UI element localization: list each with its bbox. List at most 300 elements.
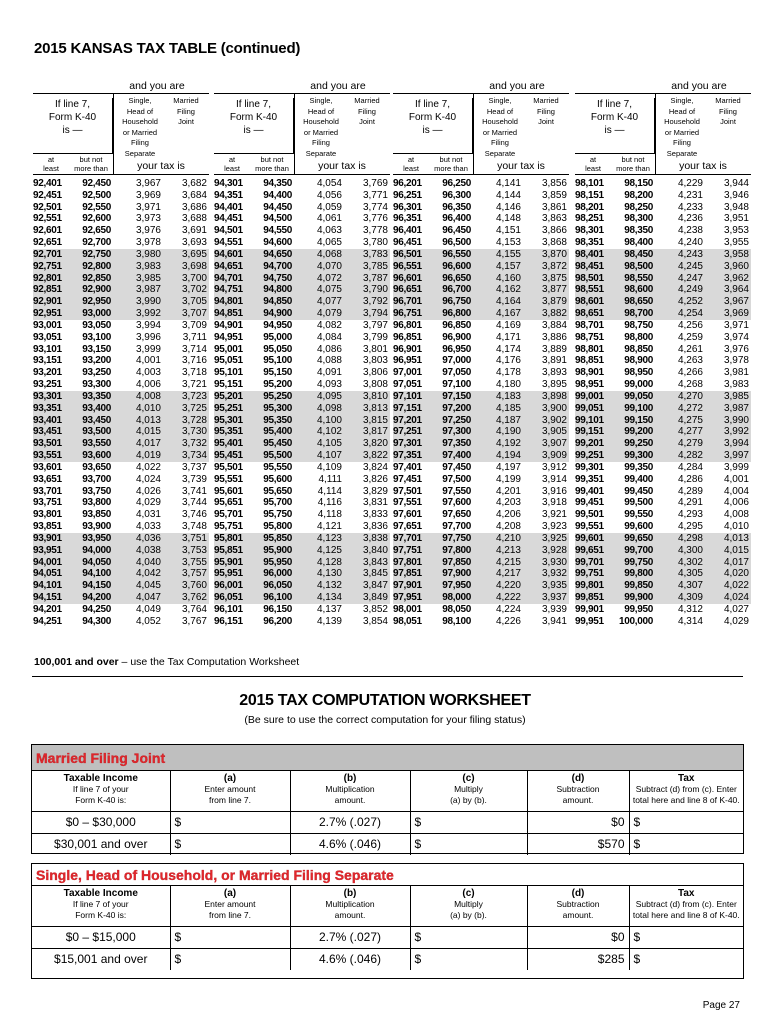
table-row [214,616,390,628]
at-least-value: 99,051 [575,402,604,414]
joint-tax-value: 3,854 [362,615,388,627]
col-head-sub: Enter amount [204,899,256,909]
single-tax-value: 4,070 [316,260,342,272]
but-not-more-value: 92,950 [82,296,111,308]
table-row [575,521,751,533]
joint-tax-value: 3,916 [541,485,567,497]
table-row [575,178,751,190]
at-least-value: 98,851 [575,355,604,367]
but-not-more-value: 99,650 [624,532,653,544]
joint-tax-value: 4,008 [723,509,749,521]
worksheet-cell[interactable]: $ [629,833,743,855]
table-row [575,190,751,202]
col-head-sub: If line 7 of your [72,899,129,909]
joint-tax-value: 3,877 [541,284,567,296]
worksheet-header-row [32,771,743,811]
table-row [33,332,209,344]
joint-tax-value: 3,771 [362,189,388,201]
joint-tax-value: 3,790 [362,284,388,296]
single-tax-value: 4,282 [677,450,703,462]
table-row [393,568,569,580]
table-row [393,308,569,320]
at-least-value: 96,051 [214,591,243,603]
table-row [575,296,751,308]
at-least-label: at least [403,155,419,173]
joint-tax-value: 3,764 [181,603,207,615]
but-not-more-value: 95,150 [263,367,292,379]
single-tax-value: 4,174 [495,343,521,355]
at-least-value: 98,251 [575,213,604,225]
joint-tax-value: 3,951 [723,213,749,225]
joint-tax-value: 3,849 [362,591,388,603]
single-tax-value: 3,985 [135,272,161,284]
table-row [214,308,390,320]
joint-tax-value: 3,794 [362,308,388,320]
worksheet-cell: 2.7% (.027) [290,926,410,948]
but-not-more-value: 99,500 [624,497,653,509]
at-least-value: 98,351 [575,237,604,249]
single-tax-value: 4,222 [495,591,521,603]
at-least-value: 94,051 [33,568,62,580]
at-least-value: 96,401 [393,225,422,237]
but-not-more-value: 99,300 [624,450,653,462]
single-tax-value: 4,305 [677,568,703,580]
but-not-more-value: 96,150 [263,603,292,615]
at-least-value: 93,951 [33,544,62,556]
worksheet-subtitle: (Be sure to use the correct computation for your filing status) [244,714,526,726]
section-title [32,745,743,771]
but-not-more-value: 99,600 [624,521,653,533]
at-least-value: 93,851 [33,521,62,533]
if-line-label: If line 7, Form K-40 is — [33,98,113,153]
table-row [393,533,569,545]
single-tax-value: 4,134 [316,591,342,603]
at-least-value: 99,801 [575,580,604,592]
at-least-value: 97,851 [393,568,422,580]
at-least-value: 96,201 [393,178,422,189]
at-least-value: 95,451 [214,450,243,462]
at-least-value: 97,001 [393,367,422,379]
joint-tax-value: 3,868 [541,237,567,249]
table-row [214,190,390,202]
table-row [33,320,209,332]
but-not-more-value: 98,700 [624,308,653,320]
at-least-value: 99,651 [575,544,604,556]
at-least-value: 93,451 [33,426,62,438]
at-least-value: 98,001 [393,603,422,615]
at-least-value: 93,601 [33,461,62,473]
joint-tax-value: 3,836 [362,521,388,533]
at-least-value: 92,651 [33,237,62,249]
worksheet-col-head [170,886,290,926]
but-not-more-value: 94,800 [263,284,292,296]
joint-tax-value: 3,728 [181,414,207,426]
col-head-sub: total here and line 8 of K-40. [632,795,740,805]
joint-tax-value: 3,767 [181,615,207,627]
col-head-sub: Multiplication [325,784,375,794]
at-least-value: 98,151 [575,189,604,201]
joint-tax-value: 3,944 [723,178,749,189]
but-not-more-value: 97,200 [442,402,471,414]
column-header [575,94,751,175]
at-least-value: 97,751 [393,544,422,556]
table-row [214,592,390,604]
but-not-more-value: 95,550 [263,461,292,473]
table-row [575,273,751,285]
table-row [33,616,209,628]
but-not-more-value: 96,050 [263,580,292,592]
divider [655,94,656,174]
at-least-value: 93,401 [33,414,62,426]
col-head-sub: from line 7. [208,910,252,920]
but-not-more-value: 96,100 [263,591,292,603]
joint-tax-value: 3,741 [181,485,207,497]
table-row [33,533,209,545]
single-tax-value: 4,010 [135,402,161,414]
single-tax-value: 4,180 [495,379,521,391]
but-not-more-value: 96,900 [442,331,471,343]
single-tax-value: 4,100 [316,414,342,426]
col-head-sub: Form K-40 is: [75,795,127,805]
at-least-value: 96,851 [393,331,422,343]
table-row [33,497,209,509]
worksheet-cell[interactable]: $ [410,811,527,833]
at-least-value: 94,401 [214,201,243,213]
at-least-value: 94,001 [33,556,62,568]
but-not-more-than-label: but not more than [255,155,289,173]
worksheet-cell[interactable]: $ [629,948,743,970]
joint-tax-value: 4,024 [723,591,749,603]
at-least-value: 93,901 [33,532,62,544]
table-row [33,237,209,249]
joint-tax-value: 3,785 [362,260,388,272]
but-not-more-value: 93,800 [82,497,111,509]
at-least-value: 98,601 [575,296,604,308]
your-tax-is-label: your tax is [497,160,545,172]
at-least-value: 95,201 [214,390,243,402]
single-tax-value: 4,210 [495,532,521,544]
divider [32,676,743,677]
table-row [214,568,390,580]
single-tax-value: 4,141 [495,178,521,189]
joint-tax-value: 3,716 [181,355,207,367]
single-tax-value: 4,082 [316,319,342,331]
worksheet-cell[interactable]: $ [629,926,743,948]
table-row [214,202,390,214]
col-head-sub: amount. [334,795,366,805]
single-tax-value: 4,042 [135,568,161,580]
joint-tax-value: 3,895 [541,379,567,391]
at-least-value: 95,501 [214,461,243,473]
worksheet-row [32,948,743,970]
single-tax-value: 4,252 [677,296,703,308]
single-tax-value: 4,171 [495,331,521,343]
joint-tax-value: 3,739 [181,473,207,485]
single-tax-value: 4,176 [495,355,521,367]
joint-tax-value: 3,810 [362,390,388,402]
single-tax-value: 4,256 [677,319,703,331]
your-tax-is-label: your tax is [318,160,366,172]
but-not-more-value: 97,750 [442,532,471,544]
single-tax-value: 4,026 [135,485,161,497]
but-not-more-value: 93,850 [82,509,111,521]
at-least-value: 93,051 [33,331,62,343]
worksheet-section [31,744,744,854]
joint-tax-value: 3,711 [182,331,207,343]
col-head-title: (c) [462,773,475,784]
table-row [393,521,569,533]
joint-tax-value: 3,762 [181,591,207,603]
table-row [575,332,751,344]
table-row [575,249,751,261]
single-tax-value: 4,249 [677,284,703,296]
worksheet-cell: 4.6% (.046) [290,948,410,970]
table-row [575,462,751,474]
worksheet-cell[interactable]: $ [170,833,290,855]
at-least-value: 94,651 [214,260,243,272]
at-least-value: 94,301 [214,178,243,189]
but-not-more-value: 99,800 [624,568,653,580]
col-head-title: Taxable Income [63,888,138,899]
at-least-value: 93,151 [33,355,62,367]
but-not-more-value: 98,750 [624,319,653,331]
but-not-more-value: 99,400 [624,473,653,485]
table-row [33,509,209,521]
single-tax-value: 4,063 [316,225,342,237]
joint-tax-value: 4,020 [723,568,749,580]
joint-tax-value: 3,774 [362,201,388,213]
single-tax-value: 4,059 [316,201,342,213]
table-row [393,616,569,628]
at-least-value: 98,651 [575,308,604,320]
worksheet-table [32,771,743,855]
at-least-value: 94,501 [214,225,243,237]
joint-tax-value: 3,909 [541,450,567,462]
table-row [575,308,751,320]
column-header [33,94,209,175]
but-not-more-than-label: but not more than [616,155,650,173]
but-not-more-value: 96,600 [442,260,471,272]
but-not-more-value: 96,000 [263,568,292,580]
single-tax-value: 3,992 [135,308,161,320]
table-row [575,509,751,521]
table-row [575,237,751,249]
at-least-value: 96,351 [393,213,422,225]
worksheet-col-head [527,886,629,926]
but-not-more-value: 94,600 [263,237,292,249]
single-tax-value: 4,245 [677,260,703,272]
but-not-more-value: 99,550 [624,509,653,521]
single-tax-value: 4,187 [495,414,521,426]
but-not-more-value: 92,450 [82,178,111,189]
worksheet-col-head [32,771,170,811]
col-head-title: Tax [678,888,695,899]
at-least-value: 98,751 [575,331,604,343]
table-row [393,202,569,214]
joint-tax-value: 3,686 [181,201,207,213]
married-joint-label: Married Filing Joint [715,96,741,126]
but-not-more-value: 95,750 [263,509,292,521]
col-head-sub: from line 7. [208,795,252,805]
col-head-title: (b) [343,773,357,784]
joint-tax-value: 3,879 [541,296,567,308]
but-not-more-value: 94,450 [263,201,292,213]
single-tax-value: 4,047 [135,591,161,603]
single-tax-value: 4,079 [316,308,342,320]
but-not-more-value: 98,900 [624,355,653,367]
worksheet-table [32,886,743,970]
single-tax-value: 4,167 [495,308,521,320]
table-row [575,557,751,569]
joint-tax-value: 3,744 [181,497,207,509]
single-tax-value: 4,107 [316,450,342,462]
joint-tax-value: 3,997 [723,450,749,462]
single-tax-value: 3,973 [135,213,161,225]
single-tax-value: 4,169 [495,319,521,331]
joint-tax-value: 3,960 [723,260,749,272]
single-tax-value: 4,088 [316,355,342,367]
at-least-value: 92,551 [33,213,62,225]
at-least-value: 98,101 [575,178,604,189]
table-row [214,580,390,592]
but-not-more-value: 95,200 [263,379,292,391]
but-not-more-value: 96,950 [442,343,471,355]
joint-tax-value: 3,928 [541,544,567,556]
table-row [575,367,751,379]
but-not-more-value: 94,550 [263,225,292,237]
single-tax-value: 4,185 [495,402,521,414]
but-not-more-value: 97,350 [442,438,471,450]
table-row [33,367,209,379]
at-least-value: 94,701 [214,272,243,284]
table-row [33,438,209,450]
at-least-value: 96,001 [214,580,243,592]
single-tax-value: 4,130 [316,568,342,580]
but-not-more-value: 99,250 [624,438,653,450]
joint-tax-value: 3,971 [723,319,749,331]
joint-tax-value: 3,693 [181,237,207,249]
at-least-value: 95,401 [214,438,243,450]
table-row [33,604,209,616]
table-row [33,450,209,462]
at-least-value: 96,951 [393,355,422,367]
worksheet-cell[interactable]: $ [170,811,290,833]
at-least-value: 95,651 [214,497,243,509]
but-not-more-value: 97,950 [442,580,471,592]
but-not-more-value: 96,250 [442,178,471,189]
single-tax-value: 4,123 [316,532,342,544]
but-not-more-value: 93,100 [82,331,111,343]
but-not-more-value: 95,350 [263,414,292,426]
at-least-value: 95,101 [214,367,243,379]
table-row [575,533,751,545]
but-not-more-value: 99,050 [624,390,653,402]
col-head-title: Taxable Income [63,773,138,784]
col-head-title: (a) [223,888,237,899]
worksheet-cell[interactable]: $ [629,811,743,833]
table-row [214,178,390,190]
table-row [575,616,751,628]
single-hoh-label: Single, Head of Household or Married Filing Separate [303,96,339,158]
joint-tax-value: 3,889 [541,343,567,355]
joint-tax-value: 3,900 [541,402,567,414]
joint-tax-value: 3,751 [181,532,207,544]
worksheet-cell[interactable]: $ [410,926,527,948]
single-tax-value: 3,967 [135,178,161,189]
single-tax-value: 4,263 [677,355,703,367]
worksheet-cell[interactable]: $ [170,926,290,948]
joint-tax-value: 3,918 [541,497,567,509]
col-head-sub: amount. [334,910,366,920]
joint-tax-value: 3,923 [541,521,567,533]
married-joint-label: Married Filing Joint [533,96,559,126]
table-row [33,213,209,225]
col-head-sub: total here and line 8 of K-40. [632,910,740,920]
table-row [214,213,390,225]
joint-tax-value: 3,684 [181,189,207,201]
worksheet-col-head [290,771,410,811]
at-least-value: 99,751 [575,568,604,580]
worksheet-cell[interactable]: $ [410,833,527,855]
joint-tax-value: 3,930 [541,556,567,568]
at-least-value: 93,751 [33,497,62,509]
joint-tax-value: 3,981 [723,367,749,379]
worksheet-cell[interactable]: $ [410,948,527,970]
joint-tax-value: 3,990 [723,414,749,426]
single-tax-value: 3,996 [135,331,161,343]
col-head-sub: Multiply [454,784,483,794]
table-row [214,403,390,415]
joint-tax-value: 3,820 [362,438,388,450]
worksheet-col-head [629,886,743,926]
but-not-more-value: 93,650 [82,461,111,473]
but-not-more-value: 93,150 [82,343,111,355]
single-tax-value: 4,022 [135,461,161,473]
but-not-more-value: 92,750 [82,248,111,260]
table-row [33,379,209,391]
but-not-more-value: 95,050 [263,343,292,355]
single-tax-value: 4,006 [135,379,161,391]
but-not-more-than-label: but not more than [434,155,468,173]
joint-tax-value: 3,797 [362,319,388,331]
single-tax-value: 3,971 [135,201,161,213]
table-row [214,426,390,438]
but-not-more-value: 93,900 [82,521,111,533]
at-least-value: 97,401 [393,461,422,473]
worksheet-row [32,926,743,948]
joint-tax-value: 3,806 [362,367,388,379]
joint-tax-value: 3,732 [181,438,207,450]
table-row [214,261,390,273]
at-least-value: 93,351 [33,402,62,414]
table-row [393,557,569,569]
worksheet-col-head [32,886,170,926]
but-not-more-value: 94,000 [82,544,111,556]
at-least-value: 97,801 [393,556,422,568]
table-row [393,391,569,403]
worksheet-cell: $0 – $15,000 [32,926,170,948]
joint-tax-value: 3,840 [362,544,388,556]
worksheet-cell[interactable]: $ [170,948,290,970]
at-least-value: 94,751 [214,284,243,296]
but-not-more-value: 98,300 [624,213,653,225]
single-tax-value: 4,293 [677,509,703,521]
single-tax-value: 4,178 [495,367,521,379]
joint-tax-value: 3,688 [181,213,207,225]
at-least-value: 96,501 [393,248,422,260]
table-row [393,486,569,498]
single-tax-value: 4,086 [316,343,342,355]
